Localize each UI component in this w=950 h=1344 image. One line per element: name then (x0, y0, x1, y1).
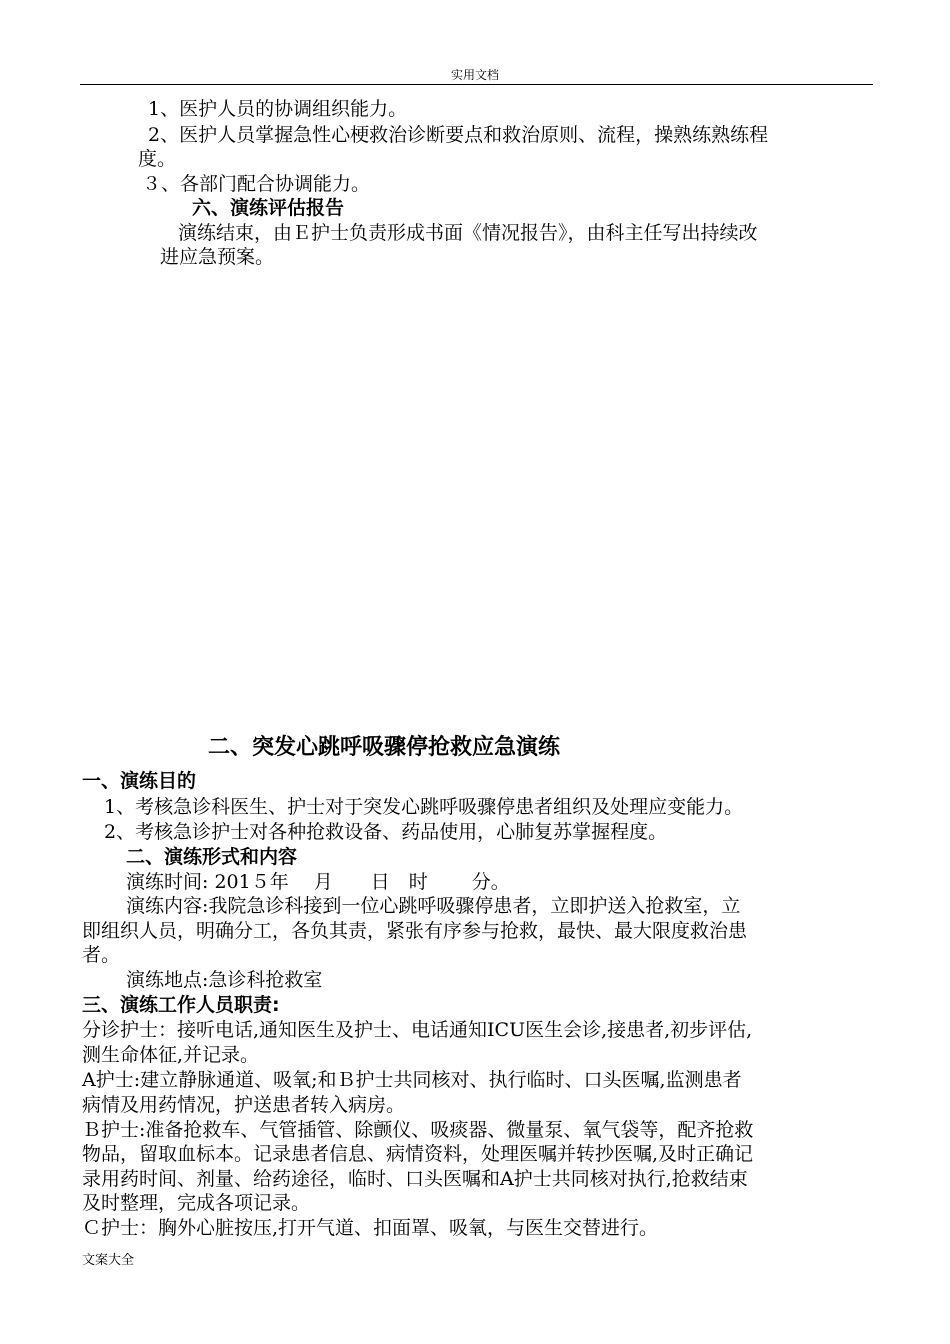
list-item: ３、各部门配合协调能力。 (142, 173, 371, 195)
list-item: 1、医护人员的协调组织能力。 (148, 98, 408, 120)
page-header: 实用文档 (450, 68, 499, 82)
paragraph-line: 演练地点:急诊科抢救室 (126, 969, 323, 991)
paragraph-line: 进应急预案。 (160, 246, 275, 268)
paragraph-line: Ｃ护士：胸外心脏按压,打开气道、扣面罩、吸氧，与医生交替进行。 (82, 1217, 659, 1239)
section-heading: 二、演练形式和内容 (126, 846, 298, 868)
list-item: 2、考核急诊护士对各种抢救设备、药品使用，心肺复苏掌握程度。 (104, 821, 668, 843)
list-item: 1、考核急诊科医生、护士对于突发心跳呼吸骤停患者组织及处理应变能力。 (104, 796, 744, 818)
paragraph-line: 演练结束，由Ｅ护士负责形成书面《情况报告》，由科主任写出持续改 (178, 222, 758, 244)
section-heading: 三、演练工作人员职责: (82, 994, 280, 1016)
paragraph-line: A护士:建立静脉通道、吸氧;和Ｂ护士共同核对、执行临时、口头医嘱,监测患者 (82, 1069, 742, 1091)
paragraph-line: 者。 (82, 944, 121, 966)
page-footer: 文案大全 (82, 1253, 135, 1268)
list-item: 2、医护人员掌握急性心梗救治诊断要点和救治原则、流程，操熟练熟练程 (148, 124, 769, 146)
page-title: 二、突发心跳呼吸骤停抢救应急演练 (208, 735, 561, 760)
paragraph-line: 及时整理，完成各项记录。 (82, 1192, 311, 1214)
paragraph-line: 物品，留取血标本。记录患者信息、病情资料，处理医嘱并转抄医嘱,及时正确记 (82, 1143, 754, 1165)
paragraph-line: 演练时间: 201５年 月 日 时 分。 (126, 871, 510, 893)
paragraph-line: 分诊护士：接听电话,通知医生及护士、电话通知ICU医生会诊,接患者,初步评估, (82, 1019, 753, 1041)
paragraph-line: 录用药时间、剂量、给药途径，临时、口头医嘱和A护士共同核对执行,抢救结束 (82, 1168, 748, 1190)
section-heading: 一、演练目的 (82, 770, 197, 792)
paragraph-line: 即组织人员，明确分工，各负其责，紧张有序参与抢救，最快、最大限度救治患 (82, 920, 748, 942)
list-item-continuation: 度。 (138, 148, 177, 170)
paragraph-line: Ｂ护士:准备抢救车、气管插管、除颤仪、吸痰器、微量泵、氧气袋等，配齐抢救 (82, 1119, 754, 1141)
section-heading: 六、演练评估报告 (192, 197, 345, 219)
paragraph-line: 测生命体征,并记录。 (82, 1044, 260, 1066)
paragraph-line: 演练内容:我院急诊科接到一位心跳呼吸骤停患者，立即护送入抢救室，立 (126, 895, 741, 917)
header-divider (80, 84, 873, 85)
paragraph-line: 病情及用药情况，护送患者转入病房。 (82, 1094, 406, 1116)
